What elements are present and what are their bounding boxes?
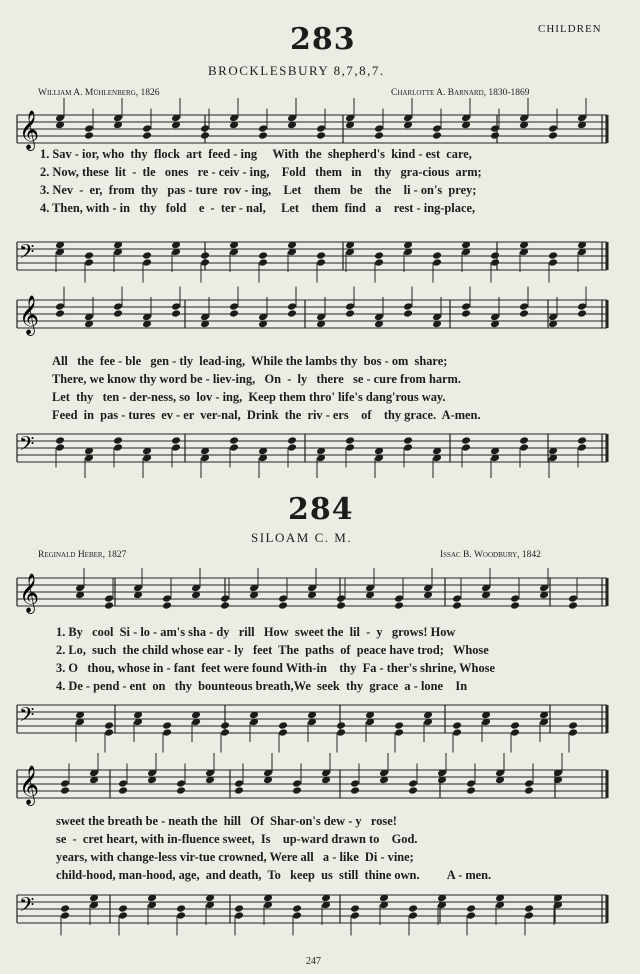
svg-text:𝄞: 𝄞 bbox=[19, 110, 40, 150]
svg-text:𝄢: 𝄢 bbox=[19, 893, 35, 921]
bass-staff bbox=[0, 424, 640, 484]
lyrics-block bbox=[56, 812, 491, 884]
lyric-line: se - cret heart, with in-fluence sweet, Is up-ward drawn to God. bbox=[56, 832, 418, 846]
lyrics-block bbox=[52, 352, 481, 424]
svg-text:𝄢: 𝄢 bbox=[19, 703, 35, 731]
author-credit: Reginald Heber, 1827 bbox=[38, 550, 127, 560]
lyrics-block bbox=[40, 145, 482, 217]
svg-text:𝄞: 𝄞 bbox=[19, 573, 40, 613]
page-number: 247 bbox=[306, 956, 321, 967]
hymn-number: 283 bbox=[290, 22, 356, 57]
treble-staff bbox=[0, 760, 640, 820]
lyric-line: All the fee - ble gen - tly lead-ing, While the lambs thy bos - om share; bbox=[52, 354, 448, 368]
treble-staff bbox=[0, 568, 640, 628]
hymn-number: 284 bbox=[288, 492, 354, 527]
tune-name: SILOAM C. M. bbox=[251, 530, 353, 545]
lyric-line: child-hood, man-hood, age, and death, To keep us still thine own. A - men. bbox=[56, 868, 492, 882]
lyric-line: 2. Lo, such the child whose ear - ly feet The paths of peace have trod; Whose bbox=[56, 643, 489, 657]
lyric-line: There, we know thy word be - liev-ing, On - ly there se - cure from harm. bbox=[52, 372, 461, 386]
author-credit: William A. Mühlenberg, 1826 bbox=[38, 88, 160, 98]
lyric-line: Let thy ten - der-ness, so lov - ing, Keep them thro' life's dang'rous way. bbox=[52, 390, 446, 404]
lyric-line: sweet the breath be - neath the hill Of Shar-on's dew - y rose! bbox=[56, 814, 397, 828]
bass-staff bbox=[0, 695, 640, 755]
svg-text:𝄢: 𝄢 bbox=[19, 432, 35, 460]
lyric-line: Feed in pas - tures ev - er ver-nal, Drink the riv - ers of thy grace. A-men. bbox=[52, 408, 481, 422]
lyric-line: 4. Then, with - in thy fold e - ter - nal, Let them find a rest - ing-place, bbox=[40, 201, 476, 215]
lyric-line: years, with change-less vir-tue crowned, Were all a - like Di - vine; bbox=[56, 850, 414, 864]
bass-staff bbox=[0, 885, 640, 945]
lyric-line: 1. Sav - ior, who thy flock art feed - ing With the shepherd's kind - est care, bbox=[40, 147, 472, 161]
lyric-line: 3. Nev - er, from thy pas - ture rov - ing, Let them be the li - on's prey; bbox=[40, 183, 477, 197]
svg-text:𝄞: 𝄞 bbox=[19, 295, 40, 335]
svg-text:𝄢: 𝄢 bbox=[19, 240, 35, 268]
lyric-line: 4. De - pend - ent on thy bounteous breath,We seek thy grace a - lone In bbox=[56, 679, 468, 693]
bass-staff bbox=[0, 232, 640, 292]
tune-name: BROCKLESBURY 8,7,8,7. bbox=[208, 63, 385, 78]
lyric-line: 2. Now, these lit - tle ones re - ceiv - ing, Fold them in thy gra-cious arm; bbox=[40, 165, 482, 179]
lyric-line: 1. By cool Si - lo - am's sha - dy rill How sweet the lil - y grows! How bbox=[56, 625, 456, 639]
lyrics-block bbox=[56, 623, 495, 695]
lyric-line: 3. O thou, whose in - fant feet were found With-in thy Fa - ther's shrine, Whose bbox=[56, 661, 495, 675]
treble-staff bbox=[0, 290, 640, 350]
svg-text:𝄞: 𝄞 bbox=[19, 765, 40, 805]
section-title: CHILDREN bbox=[538, 23, 602, 35]
composer-credit: Charlotte A. Barnard, 1830-1869 bbox=[391, 88, 530, 98]
composer-credit: Issac B. Woodbury, 1842 bbox=[440, 550, 541, 560]
